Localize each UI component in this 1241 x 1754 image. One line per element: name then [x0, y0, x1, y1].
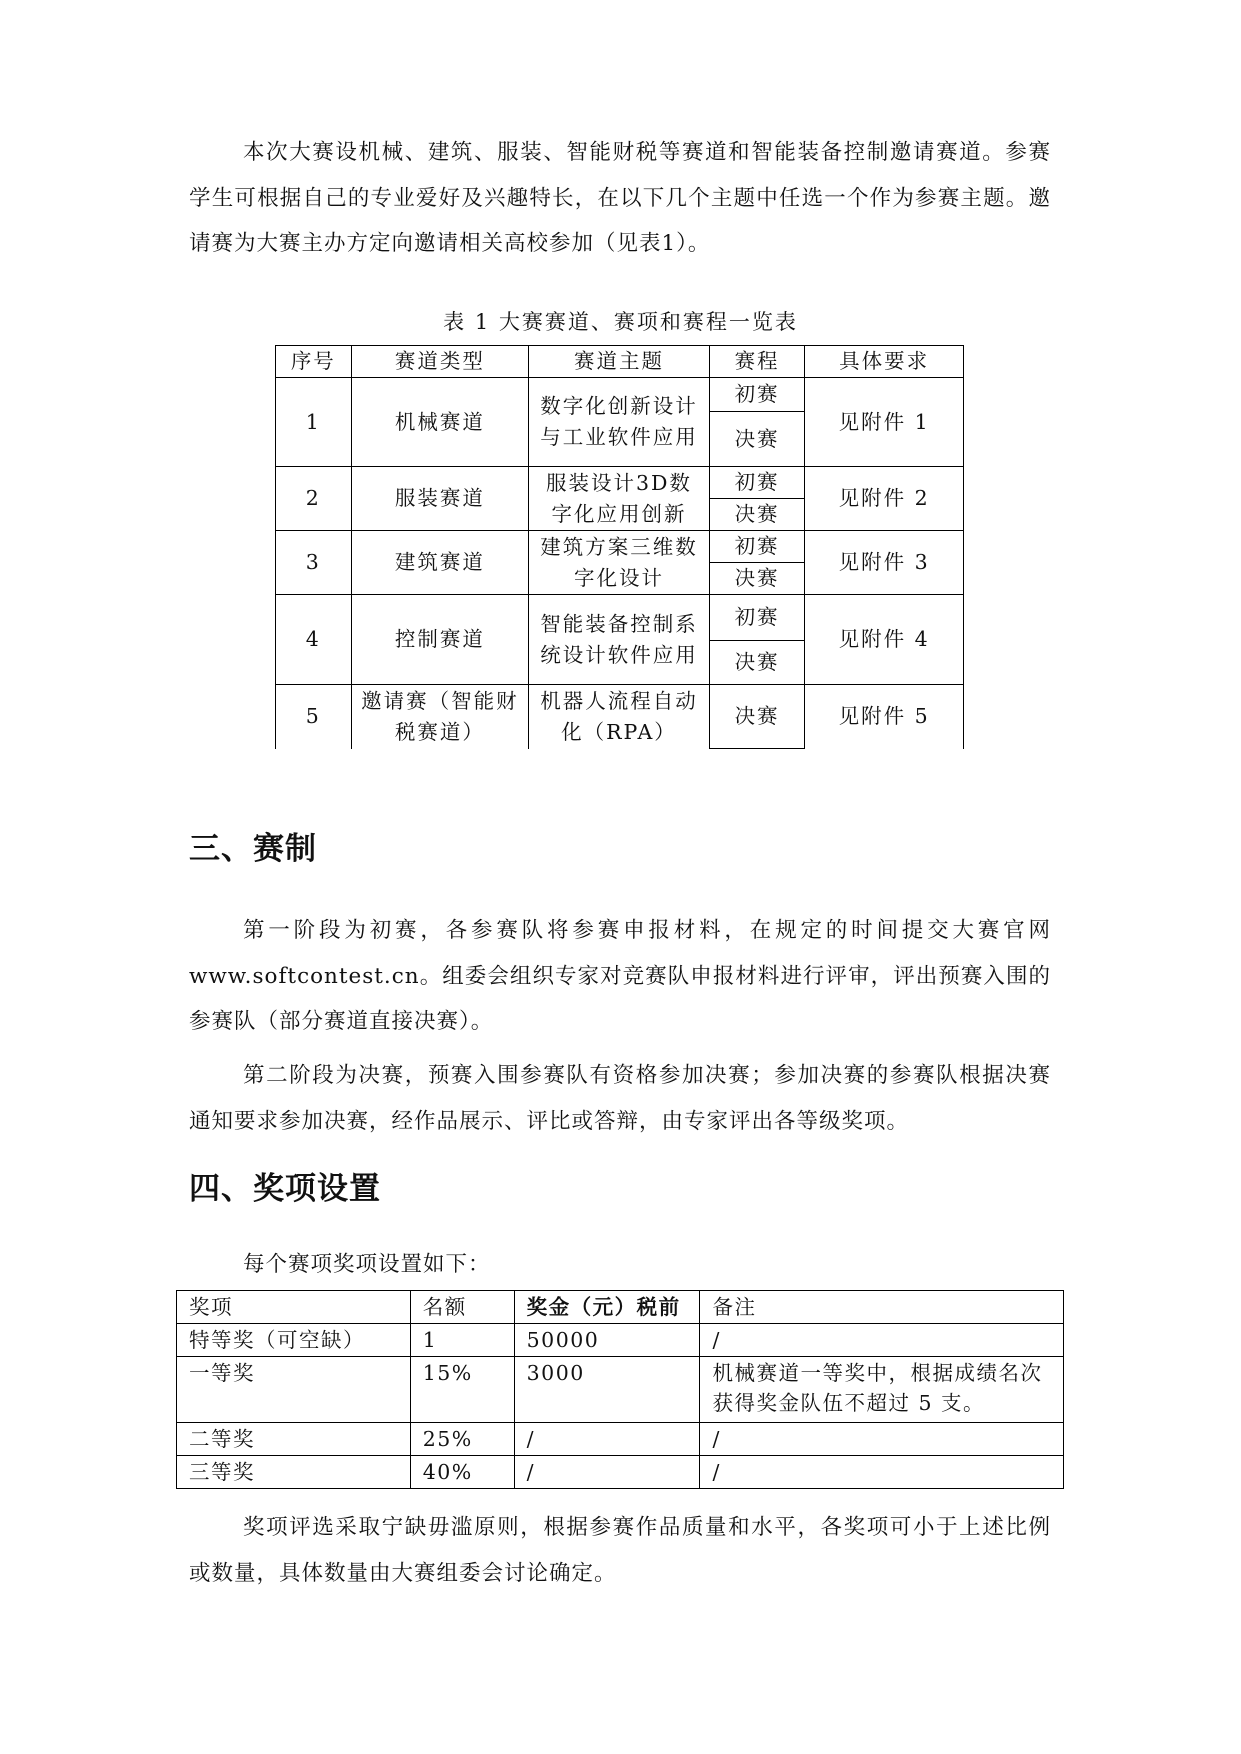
table-row: [177, 1456, 1064, 1489]
track-theme: 机器人流程自动化（RPA）: [529, 685, 710, 749]
row-number: 2: [276, 467, 352, 531]
award-note: /: [700, 1324, 1064, 1357]
header-cell: 备注: [700, 1291, 1064, 1324]
table-row: [177, 1324, 1064, 1357]
stage-cell: 决赛: [709, 685, 805, 749]
award-prize: /: [514, 1456, 700, 1489]
track-type: 服装赛道: [351, 467, 529, 531]
award-quota: 15%: [410, 1357, 514, 1423]
requirement-cell: 见附件 5: [805, 685, 964, 749]
award-note: /: [700, 1423, 1064, 1456]
header-cell: 赛道主题: [529, 346, 710, 378]
table-row: [276, 467, 964, 499]
track-theme: 建筑方案三维数字化设计: [529, 531, 710, 595]
table-row: [276, 531, 964, 563]
stage-cell: 初赛: [709, 531, 805, 563]
track-type: 控制赛道: [351, 595, 529, 685]
table-row: [177, 1423, 1064, 1456]
header-cell: 赛道类型: [351, 346, 529, 378]
section3-paragraph-2: 第二阶段为决赛，预赛入围参赛队有资格参加决赛；参加决赛的参赛队根据决赛通知要求参加决赛，经作品展示、评比或答辩，由专家评出各等级奖项。: [189, 1063, 1051, 1134]
table-header-row: [276, 346, 964, 378]
requirement-cell: 见附件 1: [805, 378, 964, 467]
header-cell: 名额: [410, 1291, 514, 1324]
award-name: 一等奖: [177, 1357, 411, 1423]
track-table: [275, 345, 964, 749]
stage-cell: 决赛: [709, 641, 805, 685]
award-note: 机械赛道一等奖中，根据成绩名次获得奖金队伍不超过 5 支。: [700, 1357, 1064, 1423]
requirement-cell: 见附件 2: [805, 467, 964, 531]
stage-cell: 初赛: [709, 378, 805, 412]
award-prize: 3000: [514, 1357, 700, 1423]
row-number: 3: [276, 531, 352, 595]
row-number: 5: [276, 685, 352, 749]
award-name: 二等奖: [177, 1423, 411, 1456]
awards-intro: 每个赛项奖项设置如下：: [243, 1252, 491, 1277]
track-theme: 服装设计3D数字化应用创新: [529, 467, 710, 531]
table-row: [276, 378, 964, 412]
header-cell: 奖项: [177, 1291, 411, 1324]
intro-paragraph: 本次大赛设机械、建筑、服装、智能财税等赛道和智能装备控制邀请赛道。参赛学生可根据自己的专业爱好及兴趣特长，在以下几个主题中任选一个作为参赛主题。邀请赛为大赛主办方定向邀请相关高校参加（见表1）。: [189, 140, 1051, 256]
award-prize: 50000: [514, 1324, 700, 1357]
stage-cell: 初赛: [709, 467, 805, 499]
section3-paragraph-1: 第一阶段为初赛，各参赛队将参赛申报材料，在规定的时间提交大赛官网www.softcontest.cn。组委会组织专家对竞赛队申报材料进行评审，评出预赛入围的参赛队（部分赛道直接决赛）。: [189, 918, 1051, 1034]
row-number: 4: [276, 595, 352, 685]
table-row: [177, 1357, 1064, 1423]
requirement-cell: 见附件 3: [805, 531, 964, 595]
stage-cell: 决赛: [709, 499, 805, 531]
header-cell: 奖金（元）税前: [514, 1291, 700, 1324]
award-quota: 1: [410, 1324, 514, 1357]
stage-cell: 决赛: [709, 563, 805, 595]
award-name: 三等奖: [177, 1456, 411, 1489]
award-prize: /: [514, 1423, 700, 1456]
track-type: 建筑赛道: [351, 531, 529, 595]
track-theme: 智能装备控制系统设计软件应用: [529, 595, 710, 685]
track-type: 邀请赛（智能财税赛道）: [351, 685, 529, 749]
table-row: [276, 685, 964, 749]
table-header-row: [177, 1291, 1064, 1324]
stage-cell: 初赛: [709, 595, 805, 641]
award-note: /: [700, 1456, 1064, 1489]
table-row: [276, 595, 964, 641]
header-cell: 具体要求: [805, 346, 964, 378]
row-number: 1: [276, 378, 352, 467]
track-theme: 数字化创新设计与工业软件应用: [529, 378, 710, 467]
table1-caption: 表 1 大赛赛道、赛项和赛程一览表: [443, 310, 798, 334]
section3-heading: 三、赛制: [189, 831, 317, 867]
track-type: 机械赛道: [351, 378, 529, 467]
stage-cell: 决赛: [709, 412, 805, 467]
section4-heading: 四、奖项设置: [189, 1171, 381, 1207]
award-quota: 40%: [410, 1456, 514, 1489]
requirement-cell: 见附件 4: [805, 595, 964, 685]
award-quota: 25%: [410, 1423, 514, 1456]
awards-table: [176, 1290, 1064, 1489]
header-cell: 赛程: [709, 346, 805, 378]
header-cell: 序号: [276, 346, 352, 378]
awards-closing-paragraph: 奖项评选采取宁缺毋滥原则，根据参赛作品质量和水平，各奖项可小于上述比例或数量，具体数量由大赛组委会讨论确定。: [189, 1515, 1051, 1586]
award-name: 特等奖（可空缺）: [177, 1324, 411, 1357]
